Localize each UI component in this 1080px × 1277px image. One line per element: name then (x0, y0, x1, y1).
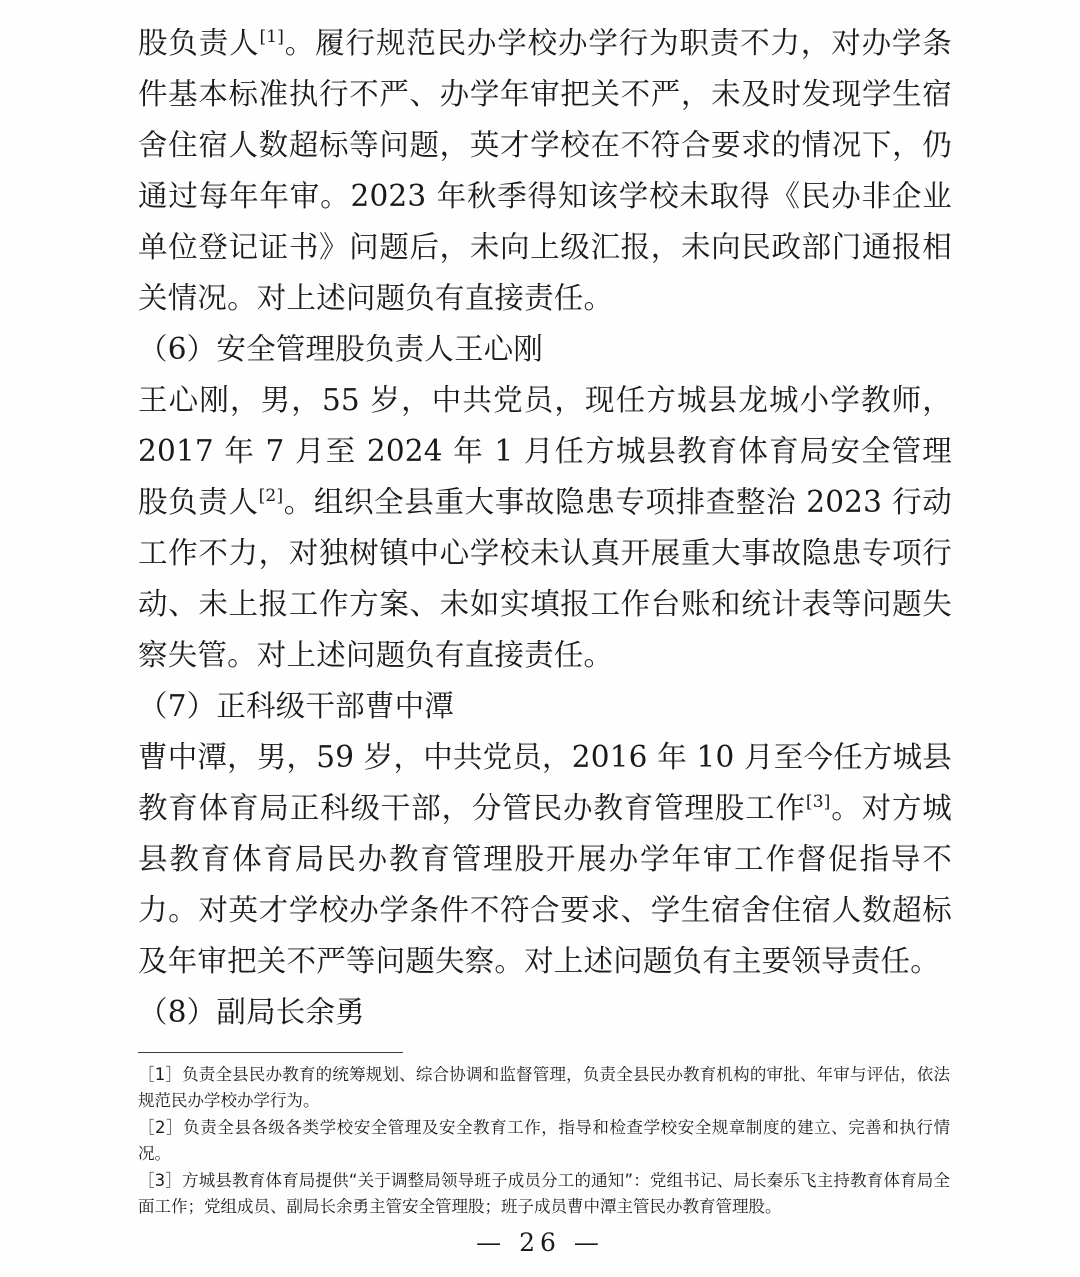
paragraph-1-text-before-ref: 股负责人 (138, 26, 260, 60)
footnote-ref-1[interactable]: [1] (259, 27, 285, 48)
paragraph-2-text-after-ref: 。组织全县重大事故隐患专项排查整治 2023 行动工作不力，对独树镇中心学校未认真开展重大事故隐患专项行动、未上报工作方案、未如实填报工作台账和统计表等问题失察失管。对上述问题负有直接责任。 (138, 485, 952, 672)
paragraph-1 (138, 18, 952, 324)
paragraph-2-text-before-ref: 王心刚，男，55 岁，中共党员，现任方城县龙城小学教师，2017 年 7 月至 2024 年 1 月任方城县教育体育局安全管理股负责人 (138, 383, 952, 519)
document-body (138, 18, 952, 1038)
footnote-ref-3[interactable]: [3] (805, 792, 831, 813)
paragraph-3 (138, 732, 952, 987)
footnote-1: ［1］负责全县民办教育的统筹规划、综合协调和监督管理，负责全县民办教育机构的审批、年审与评估，依法规范民办学校办学行为。 (138, 1065, 950, 1110)
paragraph-3-text-before-ref: 曹中潭，男，59 岁，中共党员，2016 年 10 月至今任方城县教育体育局正科级干部，分管民办教育管理股工作 (138, 740, 952, 825)
paragraph-2 (138, 375, 952, 681)
heading-item-8: （8）副局长余勇 (138, 995, 365, 1029)
heading-item-6: （6）安全管理股负责人王心刚 (138, 332, 544, 366)
page-number: — 26 — (476, 1228, 604, 1257)
footnote-area (138, 1052, 950, 1221)
heading-item-7: （7）正科级干部曹中潭 (138, 689, 454, 723)
footnote-ref-2[interactable]: [2] (258, 486, 284, 507)
footnote-separator-rule (138, 1052, 403, 1053)
footnote-list (138, 1062, 950, 1220)
footnote-2: ［2］负责全县各级各类学校安全管理及安全教育工作，指导和检查学校安全规章制度的建立、完善和执行情况。 (138, 1118, 950, 1163)
paragraph-1-text-after-ref: 。履行规范民办学校办学行为职责不力，对办学条件基本标准执行不严、办学年审把关不严，未及时发现学生宿舍住宿人数超标等问题，英才学校在不符合要求的情况下，仍通过每年年审。2023 年秋季得知该学校未取得《民办非企业单位登记证书》问题后，未向上级汇报，未向民政部门通报相关情况。对上述问题负有直接责任。 (138, 26, 952, 315)
paragraph-3-text-after-ref: 。对方城县教育体育局民办教育管理股开展办学年审工作督促指导不力。对英才学校办学条件不符合要求、学生宿舍住宿人数超标及年审把关不严等问题失察。对上述问题负有主要领导责任。 (138, 791, 952, 978)
footnote-3: ［3］方城县教育体育局提供“关于调整局领导班子成员分工的通知”：党组书记、局长秦乐飞主持教育体育局全面工作；党组成员、副局长余勇主管安全管理股；班子成员曹中潭主管民办教育管理股。 (138, 1171, 950, 1216)
